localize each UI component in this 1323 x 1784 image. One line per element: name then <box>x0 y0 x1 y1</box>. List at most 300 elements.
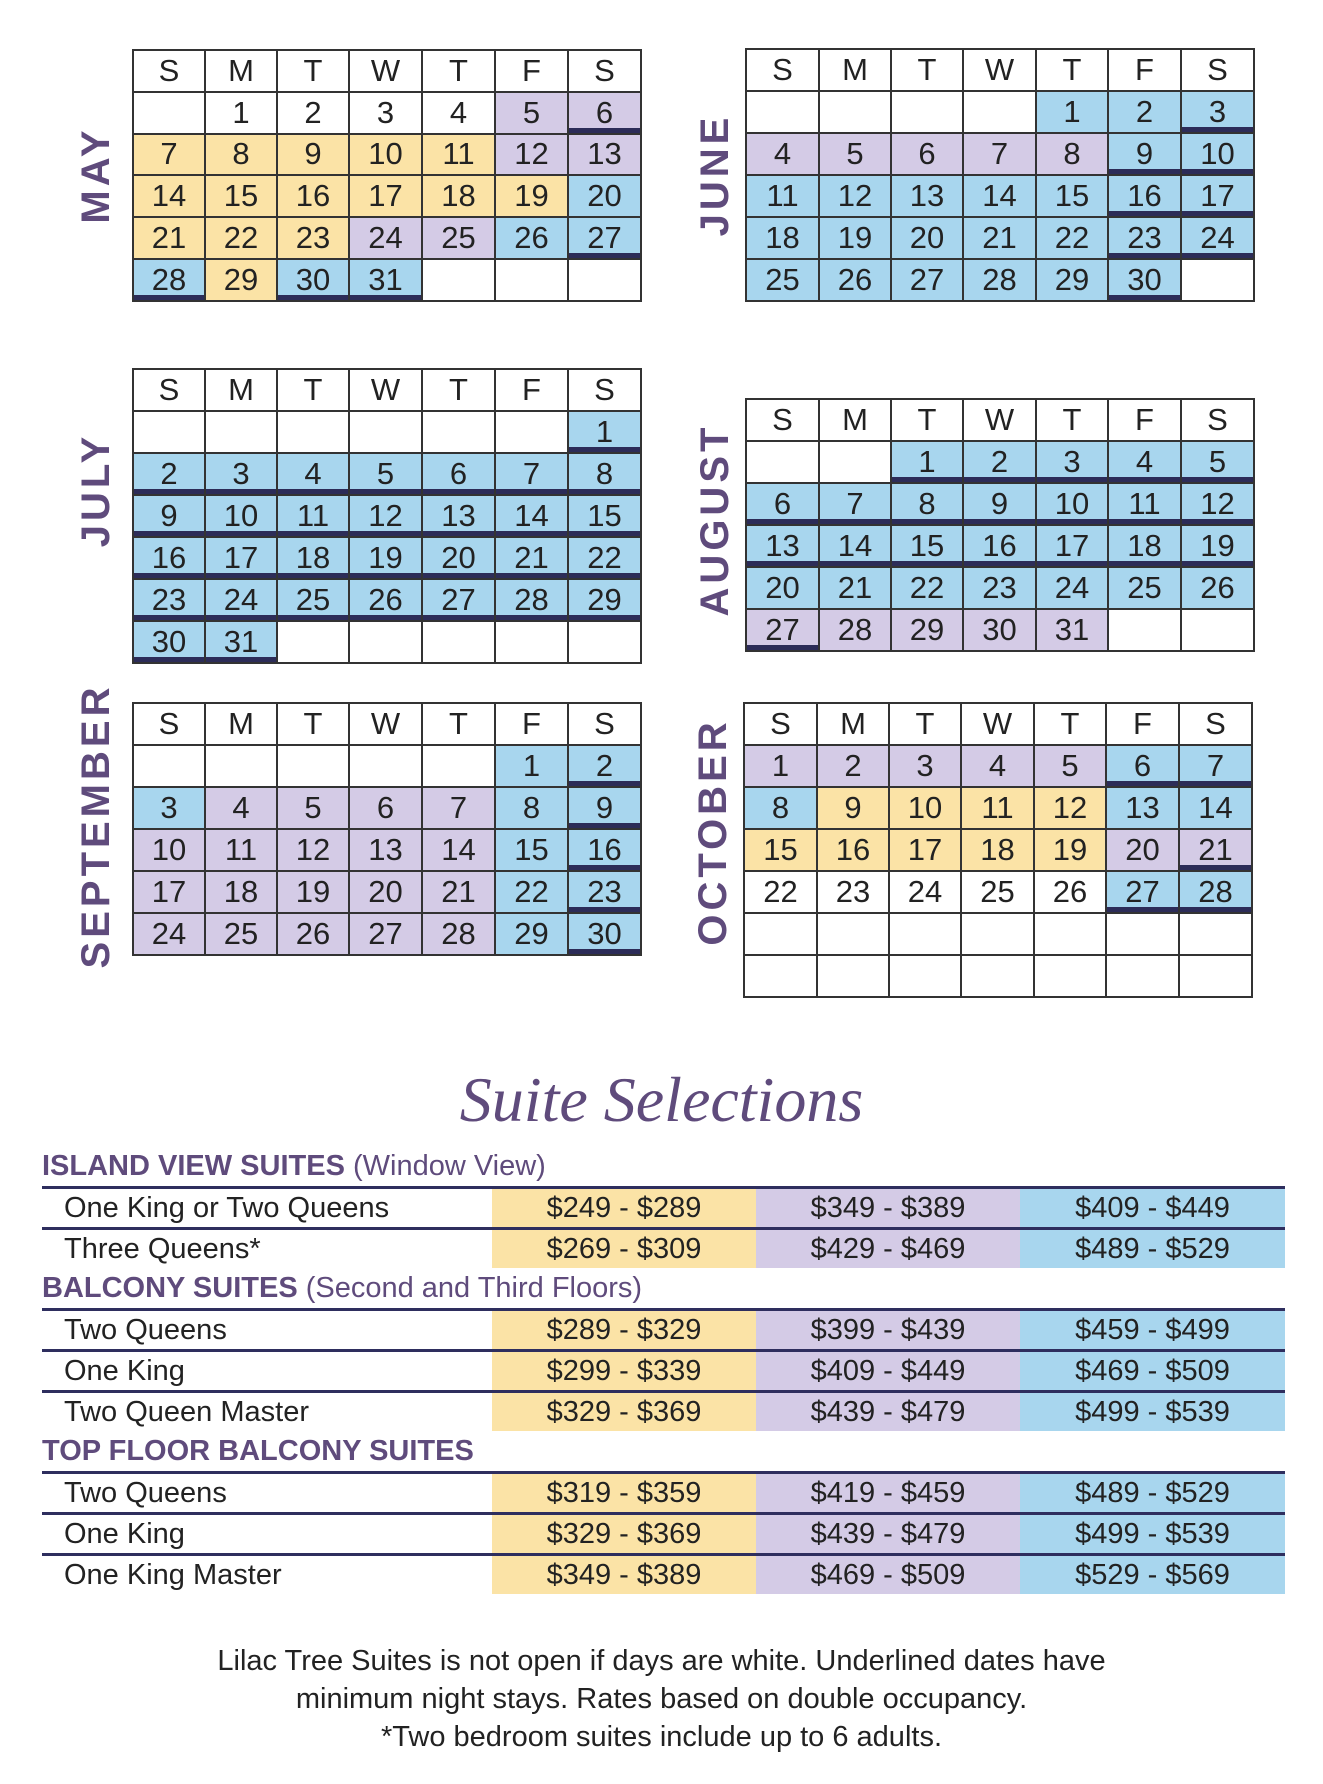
rate-row <box>42 1474 1285 1515</box>
calendar-week-row <box>744 913 1252 955</box>
day-cell-september-8: 8 <box>495 787 568 829</box>
day-cell-september-16: 16 <box>568 829 641 871</box>
day-cell-september-25: 25 <box>205 913 277 955</box>
weekday-header: S <box>744 703 817 745</box>
day-cell-may-13: 13 <box>568 134 641 176</box>
calendar-week-row <box>133 92 641 134</box>
day-cell-june-21: 21 <box>963 217 1036 259</box>
day-cell-october-8: 8 <box>744 787 817 829</box>
day-cell-may-21: 21 <box>133 217 205 259</box>
day-cell-august-15: 15 <box>891 525 963 567</box>
calendar-week-row <box>133 579 641 621</box>
day-cell-july-21: 21 <box>495 537 568 579</box>
section-heading <box>42 1268 1285 1311</box>
rate-season-2: $439 - $479 <box>756 1515 1020 1553</box>
day-cell-july-4: 4 <box>277 453 349 495</box>
day-cell-october-22: 22 <box>744 871 817 913</box>
day-cell-september-15: 15 <box>495 829 568 871</box>
day-cell-september-3: 3 <box>133 787 205 829</box>
day-cell-june-18: 18 <box>746 217 819 259</box>
weekday-header: T <box>1034 703 1106 745</box>
empty-day-cell <box>495 411 568 453</box>
calendar-week-row <box>746 609 1254 651</box>
day-cell-august-25: 25 <box>1108 567 1181 609</box>
day-cell-august-21: 21 <box>819 567 891 609</box>
day-cell-august-2: 2 <box>963 441 1036 483</box>
calendar-week-row <box>744 955 1252 997</box>
rate-season-2: $399 - $439 <box>756 1311 1020 1349</box>
empty-day-cell <box>817 913 889 955</box>
calendar-july <box>132 368 642 664</box>
rate-season-3: $499 - $539 <box>1020 1515 1285 1553</box>
day-cell-may-11: 11 <box>422 134 495 176</box>
empty-day-cell <box>205 745 277 787</box>
rate-season-2: $469 - $509 <box>756 1556 1020 1594</box>
day-cell-october-7: 7 <box>1179 745 1252 787</box>
weekday-header: S <box>568 369 641 411</box>
empty-day-cell <box>961 955 1034 997</box>
day-cell-september-9: 9 <box>568 787 641 829</box>
rate-season-1: $299 - $339 <box>492 1352 756 1390</box>
day-cell-august-23: 23 <box>963 567 1036 609</box>
calendar-october <box>743 702 1253 998</box>
day-cell-may-18: 18 <box>422 175 495 217</box>
day-cell-september-12: 12 <box>277 829 349 871</box>
day-cell-june-27: 27 <box>891 259 963 301</box>
calendar-august <box>745 398 1255 652</box>
day-cell-august-13: 13 <box>746 525 819 567</box>
day-cell-august-17: 17 <box>1036 525 1108 567</box>
day-cell-june-22: 22 <box>1036 217 1108 259</box>
day-cell-september-29: 29 <box>495 913 568 955</box>
weekday-header: T <box>422 369 495 411</box>
day-cell-september-22: 22 <box>495 871 568 913</box>
empty-day-cell <box>422 745 495 787</box>
day-cell-october-15: 15 <box>744 829 817 871</box>
rate-season-3: $489 - $529 <box>1020 1230 1285 1268</box>
calendar-week-row <box>133 217 641 259</box>
day-cell-july-5: 5 <box>349 453 422 495</box>
day-cell-june-12: 12 <box>819 175 891 217</box>
empty-day-cell <box>349 621 422 663</box>
day-cell-august-6: 6 <box>746 483 819 525</box>
weekday-header: S <box>568 703 641 745</box>
weekday-header: M <box>819 399 891 441</box>
day-cell-september-5: 5 <box>277 787 349 829</box>
calendar-week-row <box>133 495 641 537</box>
weekday-header: F <box>1108 399 1181 441</box>
calendar-week-row <box>746 567 1254 609</box>
rate-table <box>42 1146 1285 1594</box>
rate-season-1: $249 - $289 <box>492 1189 756 1227</box>
empty-day-cell <box>1179 955 1252 997</box>
calendar-week-row <box>133 259 641 301</box>
calendar-week-row <box>133 621 641 663</box>
empty-day-cell <box>889 913 961 955</box>
rate-season-3: $529 - $569 <box>1020 1556 1285 1594</box>
room-type: Two Queens <box>64 1477 227 1509</box>
day-cell-september-27: 27 <box>349 913 422 955</box>
day-cell-august-8: 8 <box>891 483 963 525</box>
rate-row <box>42 1311 1285 1352</box>
rate-season-1: $269 - $309 <box>492 1230 756 1268</box>
day-cell-october-11: 11 <box>961 787 1034 829</box>
calendar-week-row <box>744 829 1252 871</box>
day-cell-september-18: 18 <box>205 871 277 913</box>
empty-day-cell <box>1179 913 1252 955</box>
day-cell-june-2: 2 <box>1108 91 1181 133</box>
day-cell-may-15: 15 <box>205 175 277 217</box>
empty-day-cell <box>744 955 817 997</box>
empty-day-cell <box>133 745 205 787</box>
calendar-week-row <box>133 537 641 579</box>
room-type: One King Master <box>64 1559 282 1591</box>
weekday-header: T <box>891 49 963 91</box>
weekday-header: F <box>495 369 568 411</box>
weekday-header: S <box>746 49 819 91</box>
calendar-week-row <box>746 441 1254 483</box>
day-cell-june-15: 15 <box>1036 175 1108 217</box>
day-cell-august-18: 18 <box>1108 525 1181 567</box>
calendar-june <box>745 48 1255 302</box>
day-cell-may-31: 31 <box>349 259 422 301</box>
empty-day-cell <box>1108 609 1181 651</box>
day-cell-june-10: 10 <box>1181 133 1254 175</box>
day-cell-june-20: 20 <box>891 217 963 259</box>
empty-day-cell <box>819 441 891 483</box>
weekday-header: M <box>205 703 277 745</box>
empty-day-cell <box>891 91 963 133</box>
day-cell-july-31: 31 <box>205 621 277 663</box>
day-cell-june-28: 28 <box>963 259 1036 301</box>
day-cell-september-10: 10 <box>133 829 205 871</box>
day-cell-august-9: 9 <box>963 483 1036 525</box>
weekday-header: T <box>891 399 963 441</box>
day-cell-july-11: 11 <box>277 495 349 537</box>
section-name: BALCONY SUITES <box>42 1272 298 1304</box>
day-cell-may-19: 19 <box>495 175 568 217</box>
day-cell-july-7: 7 <box>495 453 568 495</box>
empty-day-cell <box>817 955 889 997</box>
calendar-week-row <box>746 525 1254 567</box>
calendar-week-row <box>746 483 1254 525</box>
day-cell-august-31: 31 <box>1036 609 1108 651</box>
day-cell-september-19: 19 <box>277 871 349 913</box>
empty-day-cell <box>277 745 349 787</box>
empty-day-cell <box>819 91 891 133</box>
month-label-august: AUGUST <box>693 423 737 617</box>
empty-day-cell <box>495 259 568 301</box>
room-type: Two Queen Master <box>64 1396 309 1428</box>
weekday-header: M <box>205 369 277 411</box>
empty-day-cell <box>277 621 349 663</box>
day-cell-may-27: 27 <box>568 217 641 259</box>
day-cell-august-27: 27 <box>746 609 819 651</box>
calendar-week-row <box>133 913 641 955</box>
day-cell-august-3: 3 <box>1036 441 1108 483</box>
day-cell-may-12: 12 <box>495 134 568 176</box>
rate-season-2: $429 - $469 <box>756 1230 1020 1268</box>
day-cell-october-5: 5 <box>1034 745 1106 787</box>
day-cell-may-1: 1 <box>205 92 277 134</box>
day-cell-august-19: 19 <box>1181 525 1254 567</box>
day-cell-september-4: 4 <box>205 787 277 829</box>
day-cell-may-20: 20 <box>568 175 641 217</box>
section-note: (Window View) <box>344 1150 546 1182</box>
day-cell-july-17: 17 <box>205 537 277 579</box>
weekday-header: T <box>422 703 495 745</box>
day-cell-september-2: 2 <box>568 745 641 787</box>
calendar-week-row <box>133 829 641 871</box>
day-cell-june-24: 24 <box>1181 217 1254 259</box>
day-cell-august-7: 7 <box>819 483 891 525</box>
day-cell-august-28: 28 <box>819 609 891 651</box>
day-cell-may-24: 24 <box>349 217 422 259</box>
empty-day-cell <box>568 259 641 301</box>
day-cell-july-8: 8 <box>568 453 641 495</box>
day-cell-may-22: 22 <box>205 217 277 259</box>
calendar-week-row <box>744 787 1252 829</box>
section-rows <box>42 1474 1285 1594</box>
weekday-header: T <box>277 369 349 411</box>
day-cell-august-16: 16 <box>963 525 1036 567</box>
footer-line-3: *Two bedroom suites include up to 6 adults. <box>381 1721 942 1753</box>
weekday-header: T <box>1036 399 1108 441</box>
day-cell-august-4: 4 <box>1108 441 1181 483</box>
day-cell-august-14: 14 <box>819 525 891 567</box>
calendar-week-row <box>133 175 641 217</box>
calendar-week-row <box>133 787 641 829</box>
day-cell-october-16: 16 <box>817 829 889 871</box>
day-cell-may-26: 26 <box>495 217 568 259</box>
day-cell-september-11: 11 <box>205 829 277 871</box>
day-cell-october-4: 4 <box>961 745 1034 787</box>
day-cell-september-1: 1 <box>495 745 568 787</box>
weekday-header: F <box>495 50 568 92</box>
day-cell-june-8: 8 <box>1036 133 1108 175</box>
rate-season-1: $349 - $389 <box>492 1556 756 1594</box>
empty-day-cell <box>422 411 495 453</box>
day-cell-june-23: 23 <box>1108 217 1181 259</box>
day-cell-october-13: 13 <box>1106 787 1179 829</box>
weekday-header: T <box>1036 49 1108 91</box>
day-cell-august-10: 10 <box>1036 483 1108 525</box>
day-cell-october-12: 12 <box>1034 787 1106 829</box>
day-cell-july-6: 6 <box>422 453 495 495</box>
day-cell-july-28: 28 <box>495 579 568 621</box>
day-cell-september-23: 23 <box>568 871 641 913</box>
day-cell-july-1: 1 <box>568 411 641 453</box>
empty-day-cell <box>744 913 817 955</box>
weekday-header: S <box>1181 399 1254 441</box>
day-cell-july-18: 18 <box>277 537 349 579</box>
day-cell-august-12: 12 <box>1181 483 1254 525</box>
empty-day-cell <box>1034 955 1106 997</box>
day-cell-october-10: 10 <box>889 787 961 829</box>
room-type: One King <box>64 1355 185 1387</box>
weekday-header: W <box>961 703 1034 745</box>
calendar-september <box>132 702 642 956</box>
empty-day-cell <box>205 411 277 453</box>
day-cell-june-4: 4 <box>746 133 819 175</box>
weekday-header: S <box>133 369 205 411</box>
day-cell-may-28: 28 <box>133 259 205 301</box>
day-cell-october-25: 25 <box>961 871 1034 913</box>
day-cell-august-26: 26 <box>1181 567 1254 609</box>
section-rows <box>42 1311 1285 1431</box>
weekday-header: S <box>1179 703 1252 745</box>
weekday-header: W <box>963 399 1036 441</box>
room-type: Two Queens <box>64 1314 227 1346</box>
weekday-header: M <box>817 703 889 745</box>
empty-day-cell <box>1106 913 1179 955</box>
section-rows <box>42 1189 1285 1268</box>
weekday-header: M <box>819 49 891 91</box>
calendar-week-row <box>133 453 641 495</box>
day-cell-june-11: 11 <box>746 175 819 217</box>
calendar-week-row <box>744 871 1252 913</box>
empty-day-cell <box>422 621 495 663</box>
day-cell-july-30: 30 <box>133 621 205 663</box>
day-cell-may-9: 9 <box>277 134 349 176</box>
calendar-week-row <box>746 259 1254 301</box>
day-cell-june-29: 29 <box>1036 259 1108 301</box>
calendar-week-row <box>744 745 1252 787</box>
weekday-header: S <box>568 50 641 92</box>
rate-season-2: $409 - $449 <box>756 1352 1020 1390</box>
day-cell-may-14: 14 <box>133 175 205 217</box>
rate-row <box>42 1230 1285 1268</box>
rate-season-2: $439 - $479 <box>756 1393 1020 1431</box>
room-type: One King or Two Queens <box>64 1192 390 1224</box>
weekday-header: W <box>349 703 422 745</box>
footer-line-1: Lilac Tree Suites is not open if days are white. Underlined dates have <box>217 1645 1106 1677</box>
day-cell-august-1: 1 <box>891 441 963 483</box>
day-cell-july-12: 12 <box>349 495 422 537</box>
day-cell-october-26: 26 <box>1034 871 1106 913</box>
rate-row <box>42 1189 1285 1230</box>
day-cell-june-7: 7 <box>963 133 1036 175</box>
day-cell-may-16: 16 <box>277 175 349 217</box>
day-cell-june-14: 14 <box>963 175 1036 217</box>
day-cell-july-10: 10 <box>205 495 277 537</box>
month-label-september: SEPTEMBER <box>74 683 118 969</box>
day-cell-october-23: 23 <box>817 871 889 913</box>
day-cell-july-16: 16 <box>133 537 205 579</box>
day-cell-october-9: 9 <box>817 787 889 829</box>
section-note: (Second and Third Floors) <box>297 1272 643 1304</box>
empty-day-cell <box>1106 955 1179 997</box>
day-cell-july-2: 2 <box>133 453 205 495</box>
day-cell-june-5: 5 <box>819 133 891 175</box>
day-cell-october-19: 19 <box>1034 829 1106 871</box>
day-cell-august-11: 11 <box>1108 483 1181 525</box>
rate-season-2: $349 - $389 <box>756 1189 1020 1227</box>
day-cell-june-19: 19 <box>819 217 891 259</box>
day-cell-july-25: 25 <box>277 579 349 621</box>
day-cell-july-26: 26 <box>349 579 422 621</box>
calendar-week-row <box>133 411 641 453</box>
day-cell-july-15: 15 <box>568 495 641 537</box>
rate-season-3: $409 - $449 <box>1020 1189 1285 1227</box>
weekday-header: T <box>277 50 349 92</box>
day-cell-may-6: 6 <box>568 92 641 134</box>
day-cell-june-25: 25 <box>746 259 819 301</box>
day-cell-may-25: 25 <box>422 217 495 259</box>
day-cell-july-27: 27 <box>422 579 495 621</box>
weekday-header: T <box>422 50 495 92</box>
day-cell-october-28: 28 <box>1179 871 1252 913</box>
day-cell-may-5: 5 <box>495 92 568 134</box>
empty-day-cell <box>961 913 1034 955</box>
day-cell-may-8: 8 <box>205 134 277 176</box>
day-cell-september-28: 28 <box>422 913 495 955</box>
day-cell-october-27: 27 <box>1106 871 1179 913</box>
day-cell-june-3: 3 <box>1181 91 1254 133</box>
calendar-week-row <box>133 871 641 913</box>
weekday-header: F <box>1108 49 1181 91</box>
day-cell-september-20: 20 <box>349 871 422 913</box>
rate-season-3: $489 - $529 <box>1020 1474 1285 1512</box>
room-type: Three Queens* <box>64 1233 261 1265</box>
day-cell-may-30: 30 <box>277 259 349 301</box>
day-cell-august-29: 29 <box>891 609 963 651</box>
calendar-week-row <box>133 745 641 787</box>
rate-row <box>42 1352 1285 1393</box>
weekday-header: M <box>205 50 277 92</box>
day-cell-october-1: 1 <box>744 745 817 787</box>
day-cell-may-10: 10 <box>349 134 422 176</box>
rate-season-1: $329 - $369 <box>492 1515 756 1553</box>
day-cell-august-5: 5 <box>1181 441 1254 483</box>
weekday-header: S <box>133 50 205 92</box>
day-cell-october-18: 18 <box>961 829 1034 871</box>
calendar-may <box>132 49 642 302</box>
rate-row <box>42 1556 1285 1594</box>
empty-day-cell <box>963 91 1036 133</box>
empty-day-cell <box>277 411 349 453</box>
day-cell-june-17: 17 <box>1181 175 1254 217</box>
empty-day-cell <box>422 259 495 301</box>
day-cell-may-3: 3 <box>349 92 422 134</box>
empty-day-cell <box>133 92 205 134</box>
day-cell-june-9: 9 <box>1108 133 1181 175</box>
weekday-header: T <box>889 703 961 745</box>
month-label-may: MAY <box>74 126 118 224</box>
month-label-july: JULY <box>74 432 118 548</box>
rate-season-1: $319 - $359 <box>492 1474 756 1512</box>
calendar-week-row <box>746 217 1254 259</box>
weekday-header: S <box>133 703 205 745</box>
weekday-header: S <box>746 399 819 441</box>
rate-season-2: $419 - $459 <box>756 1474 1020 1512</box>
calendar-week-row <box>746 91 1254 133</box>
section-name: TOP FLOOR BALCONY SUITES <box>42 1435 474 1467</box>
empty-day-cell <box>1181 259 1254 301</box>
day-cell-june-13: 13 <box>891 175 963 217</box>
rate-season-3: $469 - $509 <box>1020 1352 1285 1390</box>
day-cell-october-14: 14 <box>1179 787 1252 829</box>
suite-selections-title: Suite Selections <box>459 1064 864 1135</box>
day-cell-may-4: 4 <box>422 92 495 134</box>
empty-day-cell <box>1034 913 1106 955</box>
calendar-week-row <box>133 134 641 176</box>
empty-day-cell <box>568 621 641 663</box>
day-cell-june-26: 26 <box>819 259 891 301</box>
rate-row <box>42 1393 1285 1431</box>
section-name: ISLAND VIEW SUITES <box>42 1150 345 1182</box>
day-cell-september-30: 30 <box>568 913 641 955</box>
